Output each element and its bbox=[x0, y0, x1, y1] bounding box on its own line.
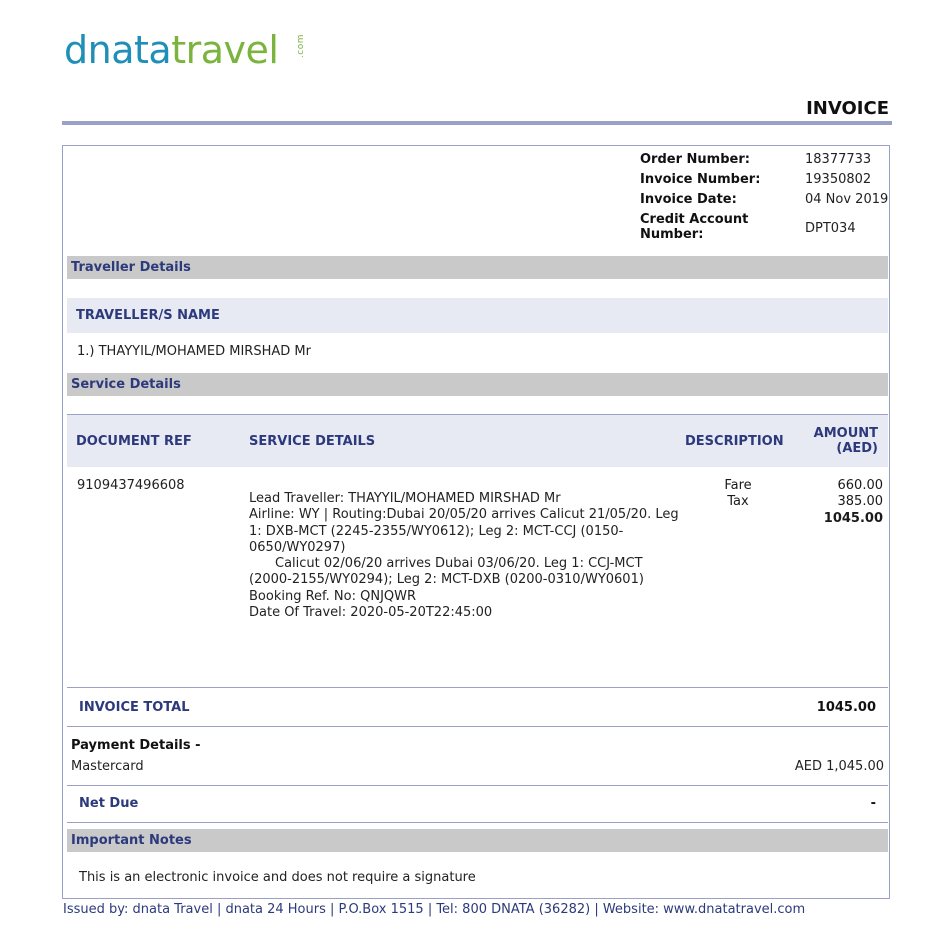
desc-tax: Tax bbox=[727, 494, 749, 510]
invoice-total-bottom-rule bbox=[67, 726, 888, 727]
traveller-details-band: Traveller Details bbox=[67, 256, 888, 279]
desc-fare: Fare bbox=[724, 478, 752, 493]
invoice-meta bbox=[640, 152, 890, 247]
col-service-details: SERVICE DETAILS bbox=[249, 434, 376, 449]
traveller-name: 1.) THAYYIL/MOHAMED MIRSHAD Mr bbox=[77, 344, 311, 359]
invoice-total-top-rule bbox=[67, 687, 888, 688]
meta-invoice-number bbox=[640, 172, 890, 187]
important-notes-band: Important Notes bbox=[67, 829, 888, 852]
service-details-text bbox=[249, 491, 679, 621]
amount-list bbox=[824, 478, 883, 527]
meta-credit-account bbox=[640, 212, 890, 242]
logo-travel-text: travel bbox=[171, 28, 279, 72]
traveller-name-label: TRAVELLER/S NAME bbox=[76, 308, 220, 323]
document-ref: 9109437496608 bbox=[77, 478, 185, 493]
description-list bbox=[700, 478, 776, 511]
service-line: (2000-2155/WY0294); Leg 2: MCT-DXB (0200-0310/WY0601) bbox=[249, 572, 644, 588]
invoice-total-value: 1045.00 bbox=[816, 700, 876, 715]
meta-value: 04 Nov 2019 bbox=[805, 192, 889, 207]
col-amount-line2: (AED) bbox=[836, 441, 878, 456]
payment-amount: AED 1,045.00 bbox=[794, 759, 884, 774]
important-notes-text: This is an electronic invoice and does not require a signature bbox=[79, 870, 476, 885]
meta-label: Order Number: bbox=[640, 152, 750, 167]
service-line: Date Of Travel: 2020-05-20T22:45:00 bbox=[249, 605, 493, 621]
meta-label: Invoice Number: bbox=[640, 172, 761, 187]
service-line: Booking Ref. No: QNJQWR bbox=[249, 588, 417, 604]
service-table-header bbox=[67, 415, 888, 467]
meta-label: Invoice Date: bbox=[640, 192, 737, 207]
payment-details-label: Payment Details - bbox=[71, 738, 201, 753]
traveller-name-header bbox=[67, 298, 888, 333]
invoice-total-label: INVOICE TOTAL bbox=[79, 700, 190, 715]
service-line: Airline: WY | Routing:Dubai 20/05/20 arrives Calicut 21/05/20. Leg bbox=[249, 507, 679, 523]
amount-total: 1045.00 bbox=[823, 510, 883, 526]
net-due-label: Net Due bbox=[79, 796, 139, 811]
meta-invoice-date bbox=[640, 192, 890, 207]
meta-value: DPT034 bbox=[805, 221, 856, 236]
dnata-travel-logo bbox=[64, 28, 306, 72]
payment-bottom-rule bbox=[67, 785, 888, 786]
logo-com-text: .com bbox=[296, 34, 306, 59]
meta-label: Credit Account Number: bbox=[640, 212, 749, 242]
service-line: Calicut 02/06/20 arrives Dubai 03/06/20. Leg 1: CCJ-MCT bbox=[275, 556, 643, 572]
col-doc-ref: DOCUMENT REF bbox=[76, 434, 192, 449]
col-description: DESCRIPTION bbox=[685, 434, 784, 449]
service-line: 0650/WY0297) bbox=[249, 539, 346, 555]
footer-issued-by: Issued by: dnata Travel | dnata 24 Hours | P.O.Box 1515 | Tel: 800 DNATA (36282) | Website: www.dnatatravel.com bbox=[63, 902, 806, 917]
col-amount bbox=[814, 426, 878, 456]
service-line: Lead Traveller: THAYYIL/MOHAMED MIRSHAD Mr bbox=[249, 491, 561, 506]
invoice-title: INVOICE bbox=[806, 98, 889, 119]
net-due-bottom-rule bbox=[67, 822, 888, 823]
logo-dnata-text: dnata bbox=[64, 28, 172, 72]
amount-tax: 385.00 bbox=[837, 494, 883, 510]
amount-fare: 660.00 bbox=[837, 478, 883, 493]
service-line: 1: DXB-MCT (2245-2355/WY0612); Leg 2: MCT-CCJ (0150- bbox=[249, 523, 624, 539]
meta-order-number bbox=[640, 152, 890, 167]
service-details-band: Service Details bbox=[67, 373, 888, 396]
title-divider bbox=[62, 121, 892, 125]
col-amount-line1: AMOUNT bbox=[813, 426, 878, 441]
payment-method: Mastercard bbox=[71, 759, 144, 774]
meta-value: 19350802 bbox=[805, 172, 872, 187]
meta-value: 18377733 bbox=[805, 152, 872, 167]
net-due-value: - bbox=[870, 796, 876, 811]
